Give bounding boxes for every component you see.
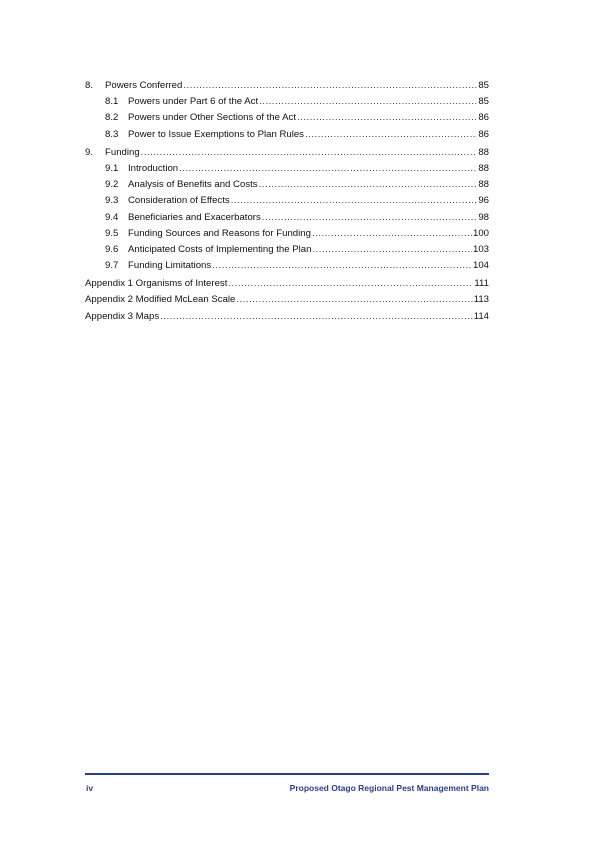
toc-title: Powers Conferred <box>105 80 183 91</box>
dot-leader <box>183 78 477 94</box>
toc-number: 9.6 <box>105 243 119 255</box>
toc-title: Anticipated Costs of Implementing the Plan <box>128 243 312 255</box>
toc-title: Powers under Other Sections of the Act <box>128 112 296 124</box>
toc-page: 86 <box>478 128 489 140</box>
dot-leader <box>236 292 472 308</box>
toc-title: Funding Limitations <box>128 260 212 272</box>
toc-number: 9.2 <box>105 179 119 191</box>
toc-entry-9-7[interactable] <box>85 258 489 274</box>
toc-entry-9-3[interactable] <box>85 193 489 209</box>
toc-page: 98 <box>478 211 489 223</box>
toc-page: 96 <box>478 195 489 207</box>
toc-entry-8-2[interactable] <box>85 110 489 126</box>
dot-leader <box>179 161 477 177</box>
toc-page: 86 <box>478 112 489 124</box>
toc-entry-8-3[interactable] <box>85 127 489 143</box>
dot-leader <box>231 193 478 209</box>
toc-page: 88 <box>478 146 489 158</box>
toc-title: Analysis of Benefits and Costs <box>128 179 258 191</box>
dot-leader <box>212 258 472 274</box>
dot-leader <box>141 145 478 161</box>
footer-document-title: Proposed Otago Regional Pest Management Plan <box>289 783 489 793</box>
toc-number: 8. <box>85 80 94 91</box>
dot-leader <box>160 309 473 325</box>
toc-title: Beneficiaries and Exacerbators <box>128 211 261 223</box>
toc-entry-9-6[interactable] <box>85 242 489 258</box>
toc-title: Appendix 3 Maps <box>85 310 160 322</box>
toc-page: 88 <box>478 162 489 174</box>
toc-page: 113 <box>473 294 489 306</box>
toc-number: 8.3 <box>105 128 119 140</box>
toc-page: 85 <box>478 96 489 108</box>
dot-leader <box>312 242 472 258</box>
toc-number: 9.3 <box>105 195 119 207</box>
toc-entry-9-4[interactable] <box>85 210 489 226</box>
toc-page: 111 <box>474 278 489 290</box>
toc-number: 8.1 <box>105 96 119 108</box>
toc-number: 9.5 <box>105 227 119 239</box>
toc-title: Power to Issue Exemptions to Plan Rules <box>128 128 304 140</box>
toc-title: Funding Sources and Reasons for Funding <box>128 227 311 239</box>
toc-page: 88 <box>478 179 489 191</box>
toc-entry-9[interactable] <box>85 145 489 161</box>
toc-number: 9.4 <box>105 211 119 223</box>
footer-divider <box>85 773 489 775</box>
toc-title: Appendix 1 Organisms of Interest <box>85 278 228 290</box>
toc-number: 9.1 <box>105 162 119 174</box>
dot-leader <box>262 210 478 226</box>
toc-title: Consideration of Effects <box>128 195 230 207</box>
toc-entry-appendix-3[interactable] <box>85 309 489 325</box>
toc-page: 103 <box>472 243 489 255</box>
toc-page: 104 <box>472 260 489 272</box>
dot-leader <box>259 177 478 193</box>
toc-title: Appendix 2 Modified McLean Scale <box>85 294 236 306</box>
toc-entry-appendix-1[interactable] <box>85 276 489 292</box>
toc-page: 114 <box>473 310 489 322</box>
toc-entry-8[interactable] <box>85 78 489 94</box>
toc-entry-8-1[interactable] <box>85 94 489 110</box>
dot-leader <box>297 110 477 126</box>
toc-title: Powers under Part 6 of the Act <box>128 96 259 108</box>
toc-entry-appendix-2[interactable] <box>85 292 489 308</box>
dot-leader <box>312 226 472 242</box>
toc-title: Introduction <box>128 162 179 174</box>
toc-title: Funding <box>105 146 140 158</box>
dot-leader <box>259 94 477 110</box>
toc-entry-9-5[interactable] <box>85 226 489 242</box>
dot-leader <box>228 276 473 292</box>
table-of-contents <box>85 78 489 325</box>
toc-entry-9-2[interactable] <box>85 177 489 193</box>
toc-entry-9-1[interactable] <box>85 161 489 177</box>
toc-number: 8.2 <box>105 112 119 124</box>
footer-page-number: iv <box>86 783 94 793</box>
toc-number: 9. <box>85 146 94 158</box>
toc-number: 9.7 <box>105 260 119 272</box>
toc-page: 85 <box>478 80 489 91</box>
toc-page: 100 <box>472 227 489 239</box>
dot-leader <box>305 127 477 143</box>
